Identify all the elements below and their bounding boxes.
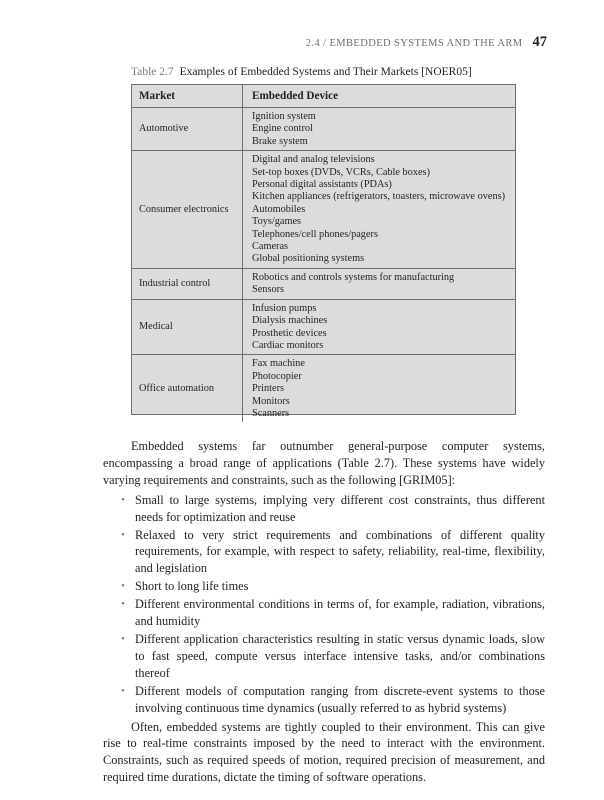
body-text bbox=[103, 438, 545, 786]
column-header-market: Market bbox=[132, 85, 243, 108]
requirements-list bbox=[103, 492, 545, 717]
device-cell bbox=[243, 108, 516, 151]
device-item: Scanners bbox=[252, 407, 290, 419]
table-label: Table 2.7 bbox=[131, 66, 174, 78]
embedded-systems-table bbox=[131, 84, 516, 419]
device-item: Toys/games bbox=[252, 216, 302, 228]
list-item: • Different environmental conditions in terms of, for example, radiation, vibrations, and humidity bbox=[103, 596, 545, 630]
device-item: Cameras bbox=[252, 241, 289, 253]
device-item: Cardiac monitors bbox=[252, 339, 324, 351]
section-title: 2.4 / EMBEDDED SYSTEMS AND THE ARM bbox=[305, 38, 523, 49]
device-item: Fax machine bbox=[252, 358, 305, 370]
table-row bbox=[132, 151, 515, 269]
device-item: Engine control bbox=[252, 123, 313, 135]
device-item: Sensors bbox=[252, 284, 285, 296]
device-item: Prosthetic devices bbox=[252, 327, 327, 339]
list-item: • Small to large systems, implying very different cost constraints, thus different needs for optimization and reuse bbox=[103, 492, 545, 526]
closing-paragraph: Often, embedded systems are tightly coupled to their environment. This can give rise to real-time constraints imposed by the need to interact with the environment. Constraints, such as required speeds of motion, required precision of measurement, and required time durations, dictate the timing of software operations. bbox=[103, 719, 545, 785]
device-item: Brake system bbox=[252, 135, 308, 147]
device-item: Automobiles bbox=[252, 203, 306, 215]
device-item: Telephones/cell phones/pagers bbox=[252, 228, 378, 240]
device-item: Printers bbox=[252, 383, 285, 395]
list-item: • Relaxed to very strict requirements and combinations of different quality requirements, for example, with respect to safety, reliability, real-time, flexibility, and legislation bbox=[103, 527, 545, 578]
running-head bbox=[306, 34, 547, 51]
device-cell bbox=[243, 151, 516, 269]
page-number: 47 bbox=[532, 34, 547, 50]
column-header-device: Embedded Device bbox=[243, 85, 516, 108]
table-row bbox=[132, 268, 515, 299]
list-item: • Different application characteristics resulting in static versus dynamic loads, slow to fast speed, compute versus interface intensive tasks, and/or combinations thereof bbox=[103, 631, 545, 682]
table-caption bbox=[131, 66, 472, 78]
market-cell: Consumer electronics bbox=[132, 151, 243, 269]
table-row bbox=[132, 355, 515, 423]
market-cell: Office automation bbox=[132, 355, 243, 423]
market-cell: Medical bbox=[132, 299, 243, 355]
device-item: Dialysis machines bbox=[252, 315, 328, 327]
device-cell bbox=[243, 355, 516, 423]
device-item: Personal digital assistants (PDAs) bbox=[252, 179, 392, 191]
table-row bbox=[132, 108, 515, 151]
table-body bbox=[132, 108, 515, 423]
table-header-row bbox=[132, 85, 515, 108]
intro-paragraph: Embedded systems far outnumber general-purpose computer systems, encompassing a broad range of applications (Table 2.7). These systems have widely varying requirements and constraints, such as the following [GRIM05]: bbox=[103, 439, 545, 487]
device-item: Monitors bbox=[252, 395, 290, 407]
list-item: • Different models of computation ranging from discrete-event systems to those involving continuous time dynamics (usually referred to as hybrid systems) bbox=[103, 683, 545, 717]
table-row bbox=[132, 299, 515, 355]
device-item: Ignition system bbox=[252, 111, 316, 122]
table-title: Examples of Embedded Systems and Their Markets [NOER05] bbox=[179, 66, 472, 78]
device-item: Robotics and controls systems for manufacturing bbox=[252, 271, 455, 283]
device-item: Kitchen appliances (refrigerators, toasters, microwave ovens) bbox=[252, 191, 506, 203]
device-item: Digital and analog televisions bbox=[252, 154, 375, 166]
markets-table bbox=[132, 85, 515, 422]
device-item: Global positioning systems bbox=[252, 253, 365, 265]
device-item: Photocopier bbox=[252, 370, 302, 382]
device-item: Set-top boxes (DVDs, VCRs, Cable boxes) bbox=[252, 166, 430, 178]
device-cell bbox=[243, 299, 516, 355]
market-cell: Industrial control bbox=[132, 268, 243, 299]
market-cell: Automotive bbox=[132, 108, 243, 151]
device-item: Infusion pumps bbox=[252, 302, 317, 314]
list-item: • Short to long life times bbox=[103, 578, 545, 595]
device-cell bbox=[243, 268, 516, 299]
